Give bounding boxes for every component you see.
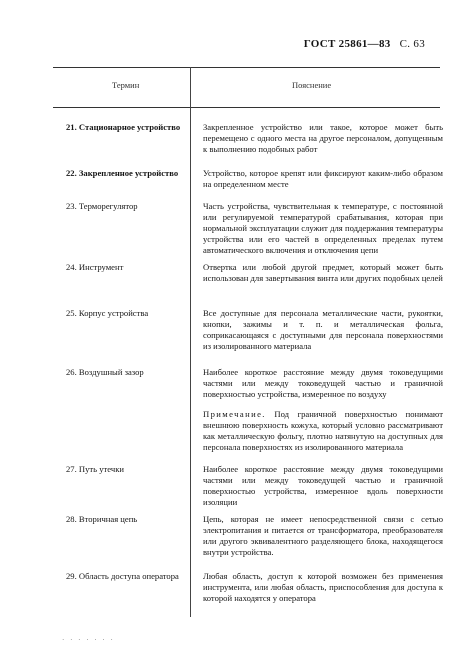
explanation-24: Отвертка или любой другой предмет, который может быть использован для завертывания винта или других подобных целей bbox=[203, 262, 443, 283]
term-23: 23. Терморегулятор bbox=[66, 201, 138, 211]
explanation-27: Наиболее короткое расстояние между двумя токоведущими частями или между токоведущей частью и граничной поверхностью устройства, измеренное вдоль поверхности изоляции bbox=[203, 464, 443, 507]
note-label: Примечание. bbox=[203, 409, 266, 419]
note-26 bbox=[203, 409, 443, 453]
explanation-28: Цепь, которая не имеет непосредственной связи с сетью электропитания и питается от трансформатора, преобразователя или другого эквивалентного разделяющего блока, находящегося внутри устройства. bbox=[203, 514, 443, 557]
header-column-divider bbox=[190, 67, 191, 107]
table-top-rule bbox=[53, 67, 440, 68]
standard-number: ГОСТ 25861—83 bbox=[303, 38, 391, 50]
explanation-29: Любая область, доступ к которой возможен без применения инструмента, или любая область, приспособления для доступа к которой находятся у оператора bbox=[203, 571, 443, 603]
explanation-26: Наиболее короткое расстояние между двумя токоведущими частями или между токоведущей частью и граничной поверхностью устройства, измеренное по воздуху bbox=[203, 367, 443, 399]
term-26: 26. Воздушный зазор bbox=[66, 367, 144, 377]
term-21: 21. Стационарное устройство bbox=[66, 122, 181, 132]
term-29: 29. Область доступа оператора bbox=[66, 571, 179, 581]
term-27: 27. Путь утечки bbox=[66, 464, 124, 474]
term-25: 25. Корпус устройства bbox=[66, 308, 149, 318]
scan-artifact: · · · · · · · bbox=[62, 636, 115, 644]
term-28: 28. Вторичная цепь bbox=[66, 514, 138, 524]
column-header-explanation: Пояснение bbox=[292, 80, 332, 90]
page-number: С. 63 bbox=[399, 38, 425, 50]
column-divider bbox=[190, 107, 191, 617]
page-header bbox=[304, 38, 425, 50]
explanation-25: Все доступные для персонала металлические части, рукоятки, кнопки, зажимы и т. п. и металлическая фольга, соприкасающаяся с доступными для персонала поверхностями из изолированного материала bbox=[203, 308, 443, 351]
column-header-term: Термин bbox=[112, 80, 140, 90]
explanation-22: Устройство, которое крепят или фиксируют каким-либо образом на определенном месте bbox=[203, 168, 443, 189]
table-header-rule bbox=[53, 107, 440, 108]
term-22: 22. Закрепленное устройство bbox=[66, 168, 179, 178]
note-text: Под граничной поверхностью понимают внешнюю поверхность кожуха, который условно рассматривают как металлическую фольгу, плотно натянутую на доступных для персонала поверхностях из изолированного материала bbox=[203, 409, 443, 452]
explanation-21: Закрепленное устройство или такое, которое может быть перемещено с одного места на другое персоналом, допущенным к выполнению подобных работ bbox=[203, 122, 443, 154]
explanation-23: Часть устройства, чувствительная к температуре, с постоянной или регулируемой температурой срабатывания, которая при нормальной эксплуатации служит для поддержания температуры устройства или его частей в определенных пределах путем автоматического включения и отключения цепи bbox=[203, 201, 443, 255]
term-24: 24. Инструмент bbox=[66, 262, 124, 272]
